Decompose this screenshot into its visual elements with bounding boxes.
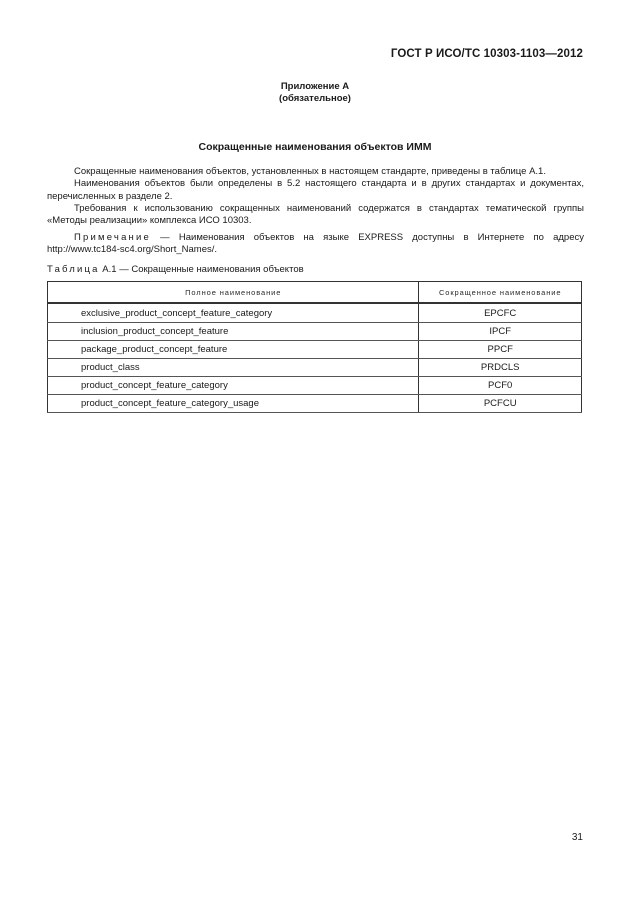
appendix-status: (обязательное): [279, 93, 351, 104]
cell-full-name: product_concept_feature_category_usage: [48, 395, 419, 413]
column-header-short-name: Сокращенное наименование: [419, 282, 582, 304]
cell-short-name: EPCFC: [419, 303, 582, 323]
short-names-table: [47, 281, 582, 413]
cell-full-name: exclusive_product_concept_feature_category: [48, 303, 419, 323]
section-title: Сокращенные наименования объектов ИММ: [198, 141, 432, 153]
table-row: [48, 359, 582, 377]
cell-full-name: product_class: [48, 359, 419, 377]
table-caption-label: Таблица: [47, 264, 100, 275]
note-block: [47, 232, 584, 257]
table-header-row: [48, 282, 582, 304]
table-row: [48, 377, 582, 395]
cell-short-name: PCF0: [419, 377, 582, 395]
note-text: — Наименования объектов на языке EXPRESS доступны в Интернете по адресу http://www.tc184-sc4.org/Short_Names/.: [47, 232, 584, 256]
paragraph-1: Сокращенные наименования объектов, установленных в настоящем стандарте, приведены в таблице А.1.: [74, 166, 546, 177]
cell-full-name: package_product_concept_feature: [48, 341, 419, 359]
table-caption: [47, 264, 304, 275]
note-paragraph: [47, 232, 584, 257]
cell-short-name: IPCF: [419, 323, 582, 341]
table-caption-text: А.1 — Сокращенные наименования объектов: [99, 264, 304, 275]
table-row: [48, 395, 582, 413]
table-row: [48, 323, 582, 341]
cell-full-name: inclusion_product_concept_feature: [48, 323, 419, 341]
paragraph-3: Требования к использованию сокращенных наименований содержатся в стандартах тематической группы «Методы реализации» комплекса ИСО 10303.: [47, 202, 584, 227]
appendix-title: Приложение А: [280, 81, 350, 92]
cell-full-name: product_concept_feature_category: [48, 377, 419, 395]
table-row: [48, 303, 582, 323]
column-header-full-name: Полное наименование: [48, 282, 419, 304]
cell-short-name: PCFCU: [419, 395, 582, 413]
paragraph-2: Наименования объектов были определены в 5.2 настоящего стандарта и в других стандартах и документах, перечисленных в разделе 2.: [47, 178, 584, 202]
page-number: 31: [571, 832, 583, 843]
note-label: Примечание: [74, 232, 151, 243]
standard-code-header: ГОСТ Р ИСО/ТС 10303-1103—2012: [390, 48, 583, 60]
cell-short-name: PRDCLS: [419, 359, 582, 377]
intro-paragraphs: [47, 166, 584, 227]
table-row: [48, 341, 582, 359]
cell-short-name: PPCF: [419, 341, 582, 359]
appendix-heading: [0, 81, 630, 105]
